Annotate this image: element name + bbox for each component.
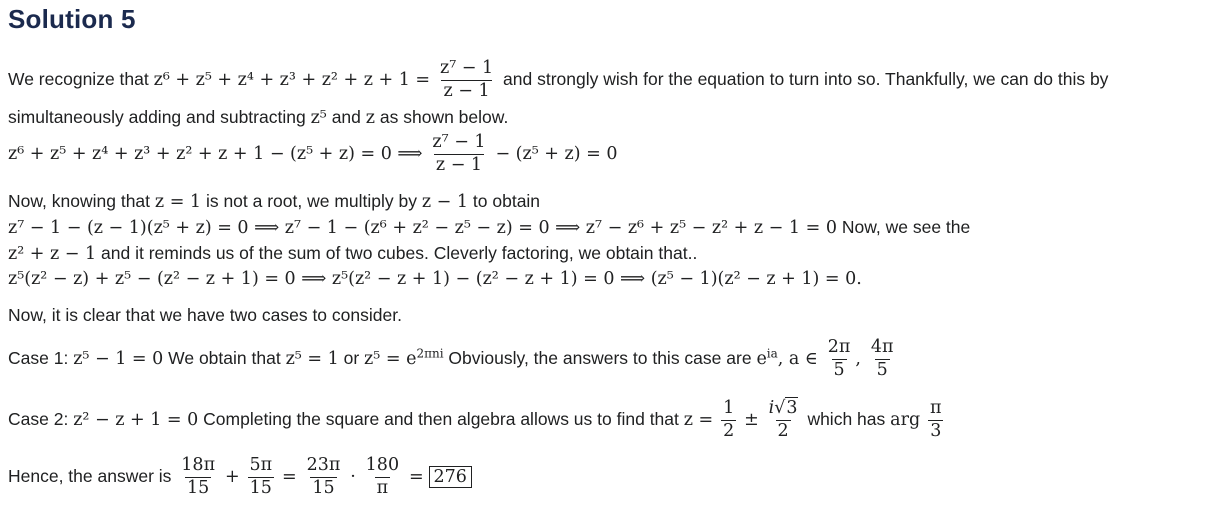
paragraph-line-8 <box>8 307 402 325</box>
math-expression: z − 1 <box>421 192 469 212</box>
plus-minus-sign: ± <box>744 410 759 430</box>
equation-line-5 <box>8 219 970 238</box>
math-expression: z = <box>683 410 714 430</box>
text: and strongly wish for the equation to turn into so. Thankfully, we can do this by <box>503 69 1109 89</box>
paragraph-line-1 <box>8 58 1108 103</box>
math-expression: z⁵ − 1 = 0 <box>73 349 164 369</box>
fraction <box>826 337 853 382</box>
fraction-denominator: 5 <box>833 359 845 380</box>
text: Hence, the answer is <box>8 466 172 486</box>
math-base: e <box>756 349 767 369</box>
math-expression: z <box>365 108 376 128</box>
boxed-answer: 276 <box>429 466 472 488</box>
math-expression: z⁶ + z⁵ + z⁴ + z³ + z² + z + 1 − (z⁵ + z) = 0 ⟹ <box>8 144 423 164</box>
fraction-numerator: 5π <box>249 455 273 475</box>
text: Obviously, the answers to this case are <box>448 348 752 368</box>
paragraph-line-6 <box>8 245 697 264</box>
fraction <box>430 132 487 177</box>
fraction-denominator: z − 1 <box>435 154 483 175</box>
comma: , <box>855 349 861 369</box>
math-expression: z⁵(z² − z) + z⁵ − (z² − z + 1) = 0 ⟹ z⁵(z² − z + 1) − (z² − z + 1) = 0 ⟹ (z⁵ − 1)(z² − z + 1) = 0. <box>8 269 862 289</box>
math-expression: z² + z − 1 <box>8 244 97 264</box>
equation-line-3 <box>8 132 618 177</box>
fraction <box>928 398 944 443</box>
text: Completing the square and then algebra allows us to find that <box>203 409 679 429</box>
text: which has <box>807 409 886 429</box>
case-label: Case 1: <box>8 348 69 368</box>
math-expression: − (z⁵ + z) = 0 <box>495 144 618 164</box>
fraction-numerator: z⁷ − 1 <box>432 132 486 152</box>
fraction-numerator: π <box>930 398 942 418</box>
equals-sign: = <box>408 467 424 487</box>
dot-operator: · <box>350 467 356 487</box>
math-expression: z⁷ − 1 − (z − 1)(z⁵ + z) = 0 ⟹ z⁷ − 1 − (z⁶ + z² − z⁵ − z) = 0 ⟹ z⁷ − z⁶ + z⁵ − z² + z − 1 = 0 <box>8 218 837 238</box>
fraction <box>438 58 495 103</box>
fraction <box>364 455 401 500</box>
math-expression: arg <box>890 410 921 430</box>
text: We recognize that <box>8 69 149 89</box>
fraction <box>721 398 736 443</box>
text: Now, knowing that <box>8 191 151 211</box>
fraction <box>305 455 343 500</box>
text: and it reminds us of the sum of two cubes. Cleverly factoring, we obtain that.. <box>101 243 698 263</box>
math-expression <box>756 346 818 369</box>
fraction-denominator: 15 <box>187 477 210 498</box>
paragraph-line-2 <box>8 109 508 128</box>
text: is not a root, we multiply by <box>205 191 417 211</box>
fraction-denominator: 15 <box>312 477 335 498</box>
fraction-denominator: z − 1 <box>443 80 490 101</box>
fraction-denominator: 2 <box>723 420 735 441</box>
text: simultaneously adding and subtracting <box>8 107 306 127</box>
math-exponent: ia <box>766 346 778 361</box>
fraction-numerator: z⁷ − 1 <box>439 58 494 78</box>
math-expression: z⁵ = 1 <box>285 349 339 369</box>
equation-line-7 <box>8 270 862 289</box>
text: Now, it is clear that we have two cases to consider. <box>8 305 402 325</box>
fraction <box>248 455 275 500</box>
fraction-denominator: 3 <box>930 420 942 441</box>
fraction-numerator: 1 <box>723 398 735 418</box>
fraction-numerator: 18π <box>181 455 216 475</box>
fraction-numerator: 23π <box>306 455 341 475</box>
fraction-numerator: 180 <box>365 455 400 475</box>
text: as shown below. <box>379 107 509 127</box>
fraction-denominator: 5 <box>876 359 888 380</box>
equals-sign: = <box>282 467 297 487</box>
math-expression: z⁵ <box>310 108 327 128</box>
final-answer-line <box>8 455 472 500</box>
text: to obtain <box>472 191 541 211</box>
math-expression: z⁶ + z⁵ + z⁴ + z³ + z² + z + 1 = <box>153 70 431 90</box>
math-expression: z² − z + 1 = 0 <box>73 410 199 430</box>
solution-heading: Solution 5 <box>8 4 136 34</box>
fraction-numerator: i√3 <box>768 398 798 418</box>
case-2-line <box>8 398 947 443</box>
fraction-denominator: π <box>376 477 389 498</box>
sqrt-radicand: 3 <box>786 398 798 418</box>
math-expression <box>364 346 444 369</box>
fraction-denominator: 15 <box>249 477 272 498</box>
fraction-numerator: 4π <box>870 337 894 357</box>
imaginary-unit: i <box>768 398 775 418</box>
text: or <box>343 348 360 368</box>
fraction-numerator: 2π <box>827 337 851 357</box>
text: Now, we see the <box>841 217 971 237</box>
plus-sign: + <box>224 467 240 487</box>
fraction <box>767 398 800 443</box>
case-1-line <box>8 337 898 382</box>
fraction <box>869 337 896 382</box>
math-exponent: 2πni <box>416 346 444 361</box>
math-base: z⁵ = e <box>364 349 417 369</box>
math-expression: z = 1 <box>154 192 202 212</box>
text: and <box>331 107 361 127</box>
case-label: Case 2: <box>8 409 69 429</box>
fraction-denominator: 2 <box>777 420 789 441</box>
text: We obtain that <box>168 348 281 368</box>
paragraph-line-4 <box>8 193 540 212</box>
fraction <box>179 455 217 500</box>
math-set: , a ∈ <box>777 349 818 369</box>
